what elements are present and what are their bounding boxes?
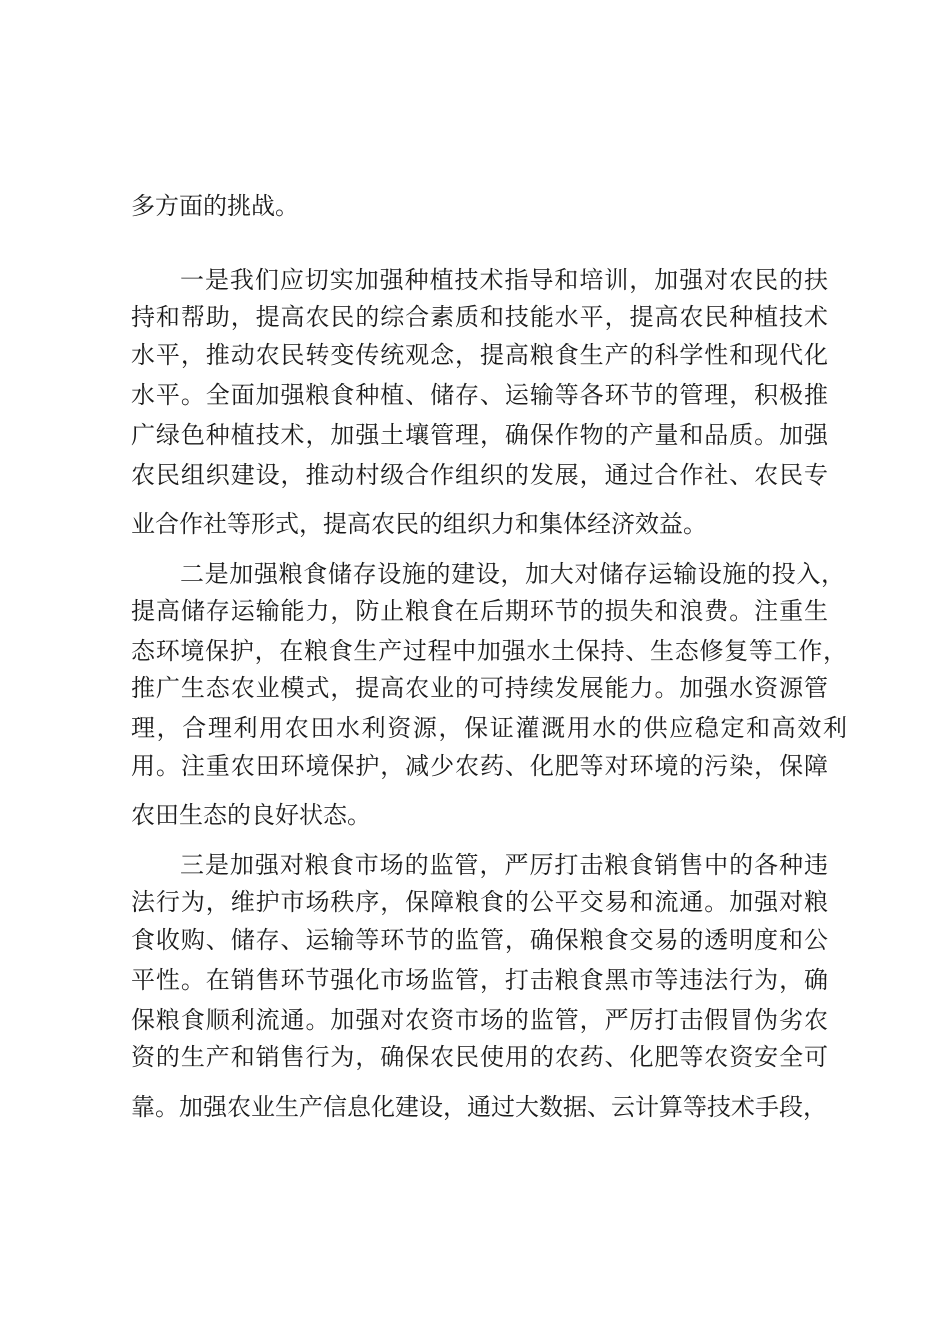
text-line-content: 用。注重农田环境保护，减少农药、化肥等对环境的污染，保障 <box>131 752 828 780</box>
text-line <box>0 375 950 415</box>
text-line-content: 一是我们应切实加强种植技术指导和培训，加强对农民的扶 <box>180 266 828 294</box>
text-line <box>0 631 950 671</box>
text-line <box>0 882 950 922</box>
text-line <box>0 335 950 375</box>
text-line <box>0 260 950 300</box>
text-line-content: 法行为，维护市场秩序，保障粮食的公平交易和流通。加强对粮 <box>131 888 828 916</box>
text-line <box>0 1087 950 1127</box>
text-line <box>0 415 950 455</box>
text-line-content: 提高储存运输能力，防止粮食在后期环节的损失和浪费。注重生 <box>131 597 828 625</box>
text-line-content: 态环境保护，在粮食生产过程中加强水土保持、生态修复等工作， <box>131 637 847 665</box>
text-line-content: 持和帮助，提高农民的综合素质和技能水平，提高农民种植技术 <box>131 303 828 331</box>
text-line-content: 水平。全面加强粮食种植、储存、运输等各环节的管理，积极推 <box>131 381 828 409</box>
text-line-content: 多方面的挑战。 <box>131 192 299 220</box>
text-line <box>0 554 950 594</box>
text-line <box>0 795 950 835</box>
text-line <box>0 591 950 631</box>
text-line <box>0 1037 950 1077</box>
text-line-content: 保粮食顺利流通。加强对农资市场的监管，严厉打击假冒伪劣农 <box>131 1006 828 1034</box>
text-line-content: 业合作社等形式，提高农民的组织力和集体经济效益。 <box>131 510 707 538</box>
text-line-content: 二是加强粮食储存设施的建设，加大对储存运输设施的投入， <box>180 560 845 588</box>
text-line <box>0 960 950 1000</box>
text-line <box>0 186 950 226</box>
text-line <box>0 504 950 544</box>
text-line-content: 农民组织建设，推动村级合作组织的发展，通过合作社、农民专 <box>131 461 828 489</box>
text-line-content: 水平，推动农民转变传统观念，提高粮食生产的科学性和现代化 <box>131 341 828 369</box>
text-line-content: 三是加强对粮食市场的监管，严厉打击粮食销售中的各种违 <box>180 851 828 879</box>
text-line-content: 平性。在销售环节强化市场监管，打击粮食黑市等违法行为，确 <box>131 966 828 994</box>
text-line <box>0 297 950 337</box>
text-line <box>0 708 950 748</box>
text-line <box>0 455 950 495</box>
text-line <box>0 746 950 786</box>
text-line <box>0 845 950 885</box>
text-line-content: 推广生态农业模式，提高农业的可持续发展能力。加强水资源管 <box>131 674 828 702</box>
text-line-content: 理，合理利用农田水利资源，保证灌溉用水的供应稳定和高效利 <box>131 714 847 742</box>
text-line-content: 广绿色种植技术，加强土壤管理，确保作物的产量和品质。加强 <box>131 421 828 449</box>
text-line <box>0 668 950 708</box>
text-line-content: 靠。加强农业生产信息化建设，通过大数据、云计算等技术手段， <box>131 1093 827 1121</box>
text-line-content: 农田生态的良好状态。 <box>131 801 371 829</box>
text-line-content: 资的生产和销售行为，确保农民使用的农药、化肥等农资安全可 <box>131 1043 828 1071</box>
text-line <box>0 1000 950 1040</box>
text-line <box>0 920 950 960</box>
text-line-content: 食收购、储存、运输等环节的监管，确保粮食交易的透明度和公 <box>131 926 828 954</box>
